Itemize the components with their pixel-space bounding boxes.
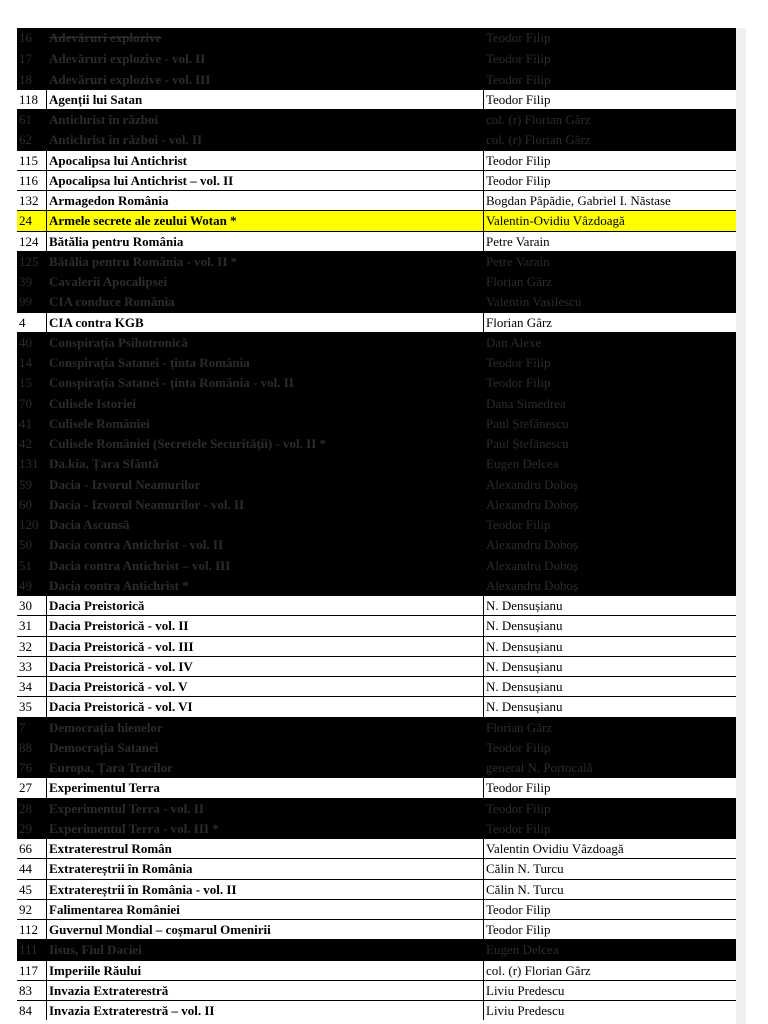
book-author-cell: Călin N. Turcu <box>486 881 564 897</box>
book-author-cell: N. Densușianu <box>486 699 563 715</box>
book-author-cell: Alexandru Doboș <box>486 476 579 492</box>
table-row <box>17 980 736 1000</box>
table-row <box>17 129 736 149</box>
row-number-cell: 4 <box>17 313 47 332</box>
row-number-cell: 115 <box>17 151 47 170</box>
book-author-cell: Teodor Filip <box>486 800 551 816</box>
book-author-cell: Paul Ștefănescu <box>486 415 569 431</box>
book-title-cell: Democrația Satanei <box>47 738 484 757</box>
table-row <box>17 595 736 615</box>
book-author-cell: Teodor Filip <box>486 152 551 168</box>
book-title-cell: Falimentarea României <box>47 900 484 919</box>
table-row <box>17 231 736 251</box>
book-title-cell: Dacia - Izvorul Neamurilor <box>47 475 484 494</box>
book-author-cell: Alexandru Doboș <box>486 537 579 553</box>
table-row <box>17 798 736 818</box>
book-title-cell: Experimentul Terra - vol. II <box>47 799 484 818</box>
book-author-cell: Eugen Delcea <box>486 456 559 472</box>
book-title-cell: Adevăruri explozive - vol. II <box>47 49 484 68</box>
table-row <box>17 696 736 716</box>
book-title-cell: Cavalerii Apocalipsei <box>47 272 484 291</box>
table-row <box>17 271 736 291</box>
table-row <box>17 717 736 737</box>
table-row <box>17 575 736 595</box>
table-row <box>17 838 736 858</box>
table-row <box>17 312 736 332</box>
book-title-cell: Guvernul Mondial – coșmarul Omenirii <box>47 920 484 939</box>
table-row <box>17 453 736 473</box>
table-row <box>17 757 736 777</box>
row-number-cell: 45 <box>17 880 47 899</box>
row-number-cell: 33 <box>17 657 47 676</box>
book-author-cell: N. Densușianu <box>486 638 563 654</box>
table-row <box>17 170 736 190</box>
row-number-cell: 51 <box>17 556 47 575</box>
book-author-cell: Dan Alexe <box>486 334 542 350</box>
book-author-cell: Florian Gârz <box>486 719 553 735</box>
book-title-cell: Dacia Preistorică <box>47 596 484 615</box>
table-row <box>17 28 736 48</box>
book-title-cell: Experimentul Terra - vol. III * <box>47 819 484 838</box>
table-row <box>17 48 736 68</box>
row-number-cell: 76 <box>17 758 47 777</box>
book-title-cell: Apocalipsa lui Antichrist <box>47 151 484 170</box>
book-author-cell: Petre Varain <box>486 233 550 249</box>
book-title-cell: Bătălia pentru România <box>47 232 484 251</box>
book-author-cell: Teodor Filip <box>486 922 551 937</box>
table-row <box>17 433 736 453</box>
table-row <box>17 352 736 372</box>
row-number-cell: 24 <box>17 211 47 230</box>
book-author-cell: Teodor Filip <box>486 517 551 532</box>
book-title-cell: Adevăruri explozive <box>47 28 484 48</box>
book-title-cell: Imperiile Răului <box>47 961 484 980</box>
book-title-cell: Dacia Preistorică - vol. VI <box>47 697 484 716</box>
row-number-cell: 59 <box>17 475 47 494</box>
row-number-cell: 42 <box>17 434 47 453</box>
row-number-cell: 62 <box>17 130 47 149</box>
row-number-cell: 112 <box>17 920 47 939</box>
row-number-cell: 111 <box>17 940 47 959</box>
book-author-cell: Paul Ștefănescu <box>486 436 569 451</box>
row-number-cell: 83 <box>17 981 47 1000</box>
row-number-cell: 30 <box>17 596 47 615</box>
book-title-cell: Culisele României <box>47 414 484 433</box>
book-title-cell: Adevăruri explozive - vol. III <box>47 70 484 89</box>
book-title-cell: Antichrist în război <box>47 110 484 129</box>
table-row <box>17 393 736 413</box>
table-row <box>17 879 736 899</box>
book-author-cell: Teodor Filip <box>486 375 551 391</box>
book-author-cell: Teodor Filip <box>486 901 551 917</box>
book-author-cell: col. (r) Florian Gârz <box>486 112 591 127</box>
book-author-cell: Valentin Ovidiu Vâzdoagă <box>486 841 624 856</box>
book-author-cell: Teodor Filip <box>486 91 551 107</box>
row-number-cell: 31 <box>17 616 47 635</box>
book-author-cell: Valentin-Ovidiu Vâzdoagă <box>486 213 625 229</box>
table-row <box>17 210 736 230</box>
row-number-cell: 17 <box>17 49 47 68</box>
row-number-cell: 49 <box>17 576 47 595</box>
table-row <box>17 251 736 271</box>
row-number-cell: 118 <box>17 90 47 109</box>
row-number-cell: 50 <box>17 535 47 554</box>
book-author-cell: Liviu Predescu <box>486 982 565 998</box>
row-number-cell: 99 <box>17 292 47 311</box>
book-title-cell: Experimentul Terra <box>47 778 484 797</box>
book-title-cell: Democrația hienelor <box>47 718 484 737</box>
row-number-cell: 18 <box>17 70 47 89</box>
book-author-cell: Petre Varain <box>486 253 550 269</box>
book-title-cell: Da.kia, Țara Sfântă <box>47 454 484 473</box>
book-title-cell: Extratereștrii în România - vol. II <box>47 880 484 899</box>
row-number-cell: 7 <box>17 718 47 737</box>
book-title-cell: Dacia contra Antichrist – vol. III <box>47 556 484 575</box>
book-title-cell: Armagedon România <box>47 191 484 210</box>
book-title-cell: Conspirația Satanei - ținta România - vol. II <box>47 373 484 392</box>
book-title-cell: Armele secrete ale zeului Wotan * <box>47 211 484 230</box>
row-number-cell: 39 <box>17 272 47 291</box>
table-row <box>17 676 736 696</box>
book-title-cell: Dacia Preistorică - vol. II <box>47 616 484 635</box>
table-row <box>17 636 736 656</box>
row-number-cell: 92 <box>17 900 47 919</box>
row-number-cell: 29 <box>17 819 47 838</box>
book-author-cell: N. Densușianu <box>486 679 563 694</box>
book-title-cell: Invazia Extraterestră – vol. II <box>47 1001 484 1020</box>
table-row <box>17 150 736 170</box>
book-title-cell: Europa, Țara Tracilor <box>47 758 484 777</box>
book-title-cell: Invazia Extraterestră <box>47 981 484 1000</box>
row-number-cell: 15 <box>17 373 47 392</box>
book-author-cell: Teodor Filip <box>486 355 551 370</box>
book-table <box>17 28 736 1020</box>
book-title-cell: Antichrist în război - vol. II <box>47 130 484 149</box>
row-number-cell: 125 <box>17 252 47 271</box>
row-number-cell: 66 <box>17 839 47 858</box>
book-author-cell: col. (r) Florian Gârz <box>486 962 591 978</box>
table-row <box>17 615 736 635</box>
book-author-cell: Alexandru Doboș <box>486 496 579 512</box>
table-row <box>17 291 736 311</box>
row-number-cell: 131 <box>17 454 47 473</box>
book-title-cell: CIA conduce România <box>47 292 484 311</box>
row-number-cell: 124 <box>17 232 47 251</box>
book-title-cell: Dacia contra Antichrist * <box>47 576 484 595</box>
book-author-cell: Liviu Predescu <box>486 1003 565 1018</box>
book-title-cell: Agenții lui Satan <box>47 90 484 109</box>
book-author-cell: Teodor Filip <box>486 51 551 67</box>
book-title-cell: Bătălia pentru România - vol. II * <box>47 252 484 271</box>
book-title-cell: Conspirația Satanei - ținta România <box>47 353 484 372</box>
book-title-cell: CIA contra KGB <box>47 313 484 332</box>
row-number-cell: 16 <box>17 28 47 48</box>
table-row <box>17 737 736 757</box>
table-row <box>17 190 736 210</box>
row-number-cell: 44 <box>17 859 47 878</box>
table-row <box>17 1000 736 1020</box>
book-author-cell: Călin N. Turcu <box>486 861 564 877</box>
row-number-cell: 61 <box>17 110 47 129</box>
table-row <box>17 919 736 939</box>
table-row <box>17 858 736 878</box>
table-row <box>17 960 736 980</box>
table-row <box>17 494 736 514</box>
table-row <box>17 372 736 392</box>
book-author-cell: Bogdan Pâpădie, Gabriel I. Năstase <box>486 193 671 208</box>
table-row <box>17 89 736 109</box>
book-author-cell: Alexandru Doboș <box>486 557 579 573</box>
book-author-cell: col. (r) Florian Gârz <box>486 132 591 148</box>
row-number-cell: 120 <box>17 515 47 534</box>
table-row <box>17 939 736 959</box>
book-title-cell: Dacia Preistorică - vol. IV <box>47 657 484 676</box>
row-number-cell: 35 <box>17 697 47 716</box>
book-title-cell: Culisele României (Secretele Securității) - vol. II * <box>47 434 484 453</box>
table-row <box>17 109 736 129</box>
row-number-cell: 34 <box>17 677 47 696</box>
book-author-cell: Teodor Filip <box>486 820 551 836</box>
book-author-cell: Teodor Filip <box>486 30 551 45</box>
book-title-cell: Culisele Istoriei <box>47 394 484 413</box>
table-row <box>17 899 736 919</box>
row-number-cell: 41 <box>17 414 47 433</box>
book-author-cell: Valentin Vasilescu <box>486 294 582 310</box>
book-title-cell: Extratereștrii în România <box>47 859 484 878</box>
book-author-cell: Florian Gârz <box>486 274 553 289</box>
row-number-cell: 28 <box>17 799 47 818</box>
book-author-cell: Teodor Filip <box>486 71 551 87</box>
table-row <box>17 514 736 534</box>
book-author-cell: general N. Portocală <box>486 760 593 775</box>
book-author-cell: N. Densușianu <box>486 618 563 634</box>
book-title-cell: Iisus, Fiul Daciei <box>47 940 484 959</box>
row-number-cell: 116 <box>17 171 47 190</box>
book-title-cell: Dacia - Izvorul Neamurilor - vol. II <box>47 495 484 514</box>
table-row <box>17 818 736 838</box>
book-author-cell: Alexandru Doboș <box>486 577 579 593</box>
book-title-cell: Apocalipsa lui Antichrist – vol. II <box>47 171 484 190</box>
book-title-cell: Dacia Ascunsă <box>47 515 484 534</box>
book-title-cell: Conspirația Psihotronică <box>47 333 484 352</box>
book-author-cell: Eugen Delcea <box>486 942 559 958</box>
table-row <box>17 777 736 797</box>
table-row <box>17 413 736 433</box>
row-number-cell: 70 <box>17 394 47 413</box>
book-title-cell: Extraterestrul Român <box>47 839 484 858</box>
book-author-cell: Teodor Filip <box>486 172 551 188</box>
table-row <box>17 555 736 575</box>
table-row <box>17 534 736 554</box>
row-number-cell: 117 <box>17 961 47 980</box>
book-title-cell: Dacia Preistorică - vol. V <box>47 677 484 696</box>
row-number-cell: 88 <box>17 738 47 757</box>
book-author-cell: Teodor Filip <box>486 780 551 796</box>
book-title-cell: Dacia Preistorică - vol. III <box>47 637 484 656</box>
row-number-cell: 14 <box>17 353 47 372</box>
book-author-cell: Florian Gârz <box>486 314 553 330</box>
table-row <box>17 474 736 494</box>
book-author-cell: Dana Simedrea <box>486 395 566 411</box>
book-title-cell: Dacia contra Antichrist - vol. II <box>47 535 484 554</box>
row-number-cell: 32 <box>17 637 47 656</box>
row-number-cell: 132 <box>17 191 47 210</box>
row-number-cell: 60 <box>17 495 47 514</box>
book-author-cell: N. Densușianu <box>486 598 563 613</box>
table-row <box>17 656 736 676</box>
book-author-cell: N. Densușianu <box>486 658 563 674</box>
row-number-cell: 40 <box>17 333 47 352</box>
table-row <box>17 332 736 352</box>
book-author-cell: Teodor Filip <box>486 739 551 755</box>
row-number-cell: 27 <box>17 778 47 797</box>
table-row <box>17 69 736 89</box>
row-number-cell: 84 <box>17 1001 47 1020</box>
